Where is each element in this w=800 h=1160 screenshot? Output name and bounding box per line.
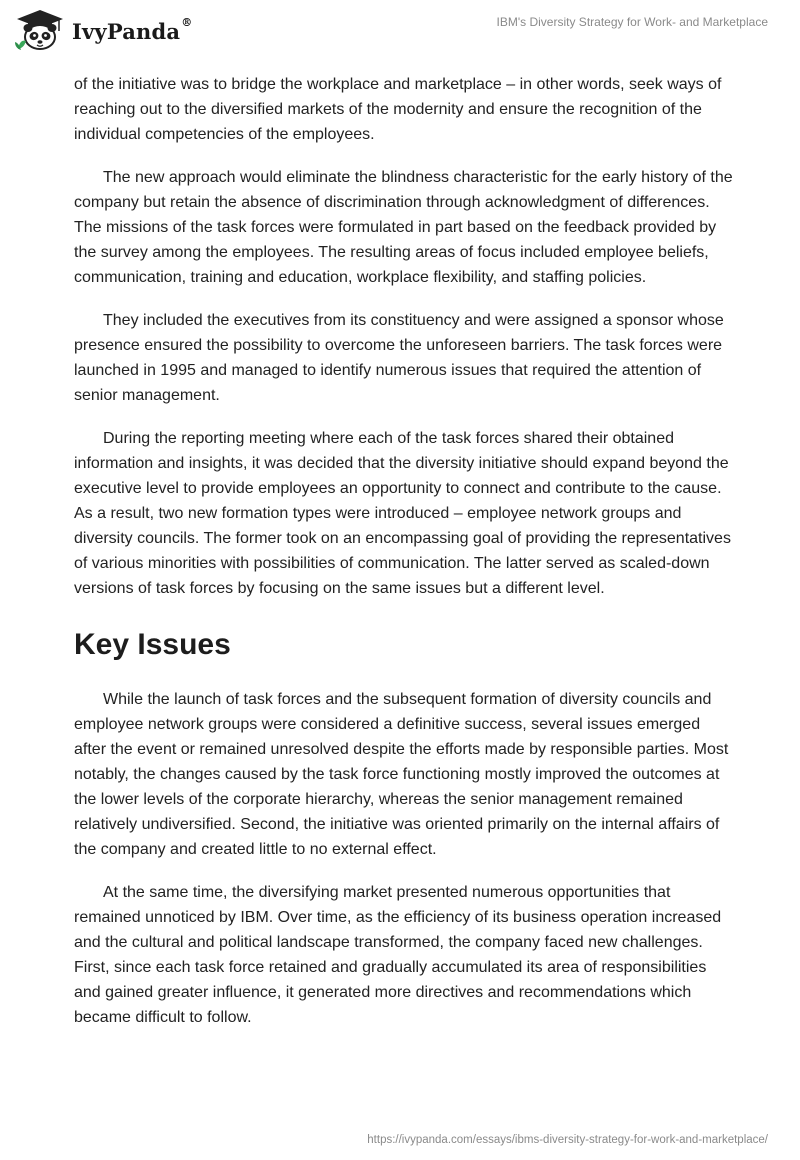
brand-name: IvyPanda®	[72, 15, 193, 44]
panda-graduate-icon	[14, 9, 66, 51]
brand-logo[interactable]	[14, 9, 192, 51]
paragraph: At the same time, the diversifying market presented numerous opportunities that remained unnoticed by IBM. Over time, as the efficiency of its business operation increased and the cultural and political landscape transformed, the company faced new challenges. First, since each task force retained and gradually accumulated its area of responsibilities and gained greater influence, it generated more directives and recommendations which became difficult to follow.	[74, 884, 722, 1026]
source-url[interactable]: https://ivypanda.com/essays/ibms-diversity-strategy-for-work-and-marketplace/	[367, 1134, 768, 1146]
document-title: IBM's Diversity Strategy for Work- and Marketplace	[496, 15, 768, 29]
article-body	[74, 72, 734, 1048]
page-header	[0, 0, 800, 64]
section-heading-key-issues: Key Issues	[74, 628, 231, 661]
paragraph: While the launch of task forces and the subsequent formation of diversity councils and employee network groups were considered a definitive success, several issues emerged after the event or remained unresolved despite the efforts made by responsible parties. Most notably, the changes caused by the task force functioning mostly improved the outcomes at the lower levels of the corporate hierarchy, whereas the senior management remained relatively undiversified. Second, the initiative was oriented primarily on the internal affairs of the company and created little to no external effect.	[74, 691, 729, 858]
paragraph: They included the executives from its constituency and were assigned a sponsor whose presence ensured the possibility to overcome the unforeseen barriers. The task forces were launched in 1995 and managed to identify numerous issues that required the attention of senior management.	[74, 312, 724, 404]
paragraph-continued: of the initiative was to bridge the workplace and marketplace – in other words, seek ways of reaching out to the diversified markets of the modernity and ensure the recognition of the individual competencies of the employees.	[74, 76, 722, 143]
paragraph: During the reporting meeting where each of the task forces shared their obtained information and insights, it was decided that the diversity initiative should expand beyond the executive level to provide employees an opportunity to connect and contribute to the cause. As a result, two new formation types were introduced – employee network groups and diversity councils. The former took on an encompassing goal of providing the representatives of various minorities with possibilities of communication. The latter served as scaled-down versions of task forces by focusing on the same issues but a different level.	[74, 430, 731, 597]
paragraph: The new approach would eliminate the blindness characteristic for the early history of the company but retain the absence of discrimination through acknowledgment of differences. The missions of the task forces were formulated in part based on the feedback provided by the survey among the employees. The resulting areas of focus included employee beliefs, communication, training and education, workplace flexibility, and staffing policies.	[74, 169, 733, 286]
